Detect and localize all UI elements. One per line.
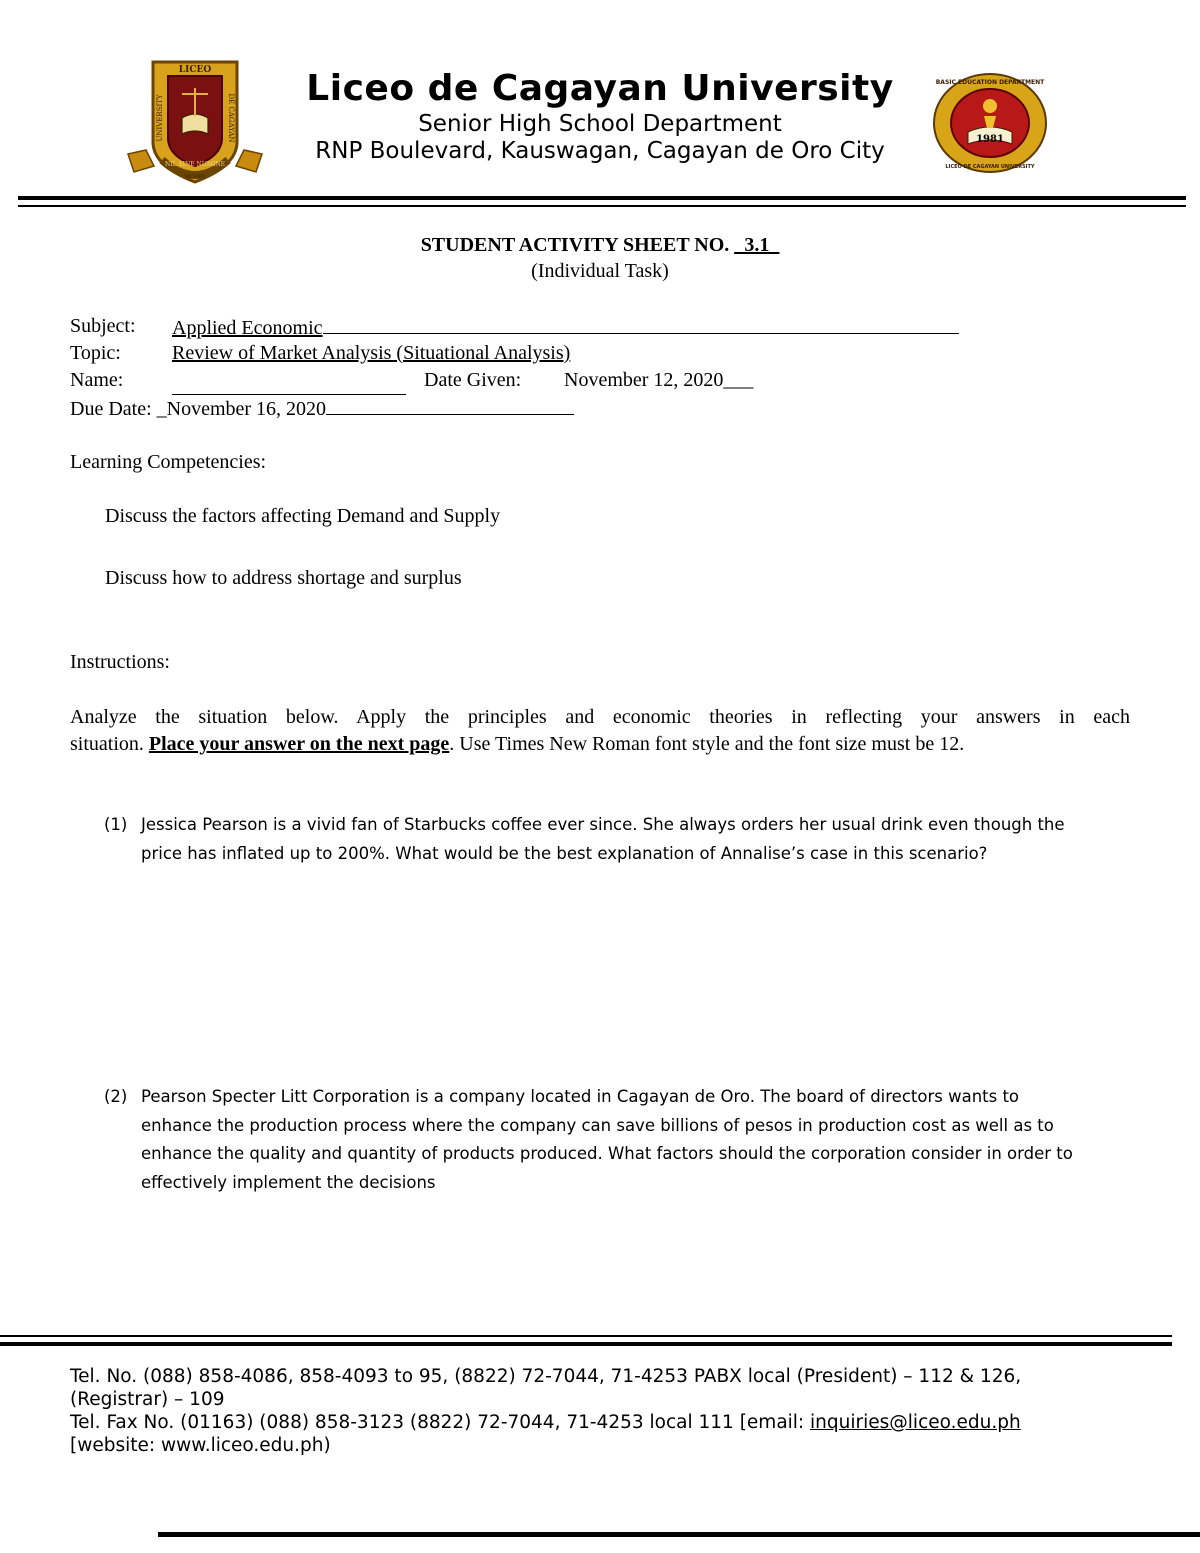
question-line: Jessica Pearson is a vivid fan of Starbucks coffee ever since. She always orders her usual drink even though the (141, 815, 1065, 834)
subject-label: Subject: (70, 315, 136, 337)
footer-website-line: [website: www.liceo.edu.ph) (70, 1435, 331, 1456)
footer-email-link[interactable]: inquiries@liceo.edu.ph (810, 1412, 1021, 1433)
left-seal-top-text: LICEO (178, 65, 212, 75)
university-address: RNP Boulevard, Kauswagan, Cagayan de Oro City (315, 138, 885, 164)
competency-item: Discuss how to address shortage and surplus (105, 567, 462, 589)
topic-value: Review of Market Analysis (Situational Analysis) (172, 342, 571, 364)
footer-registrar-line: (Registrar) – 109 (70, 1389, 225, 1410)
left-seal-motto: NIL SINE NUMINE (165, 161, 225, 168)
instructions-line-2-end: . Use Times New Roman font style and the font size must be 12. (449, 733, 965, 755)
name-label: Name: (70, 369, 124, 391)
activity-sheet-title-prefix: STUDENT ACTIVITY SHEET NO. (420, 234, 735, 256)
question-1-text (141, 811, 1141, 868)
university-name: Liceo de Cagayan University (306, 68, 894, 109)
question-line: price has inflated up to 200%. What would be the best explanation of Annalise’s case in this scenario? (141, 843, 988, 863)
question-line: Pearson Specter Litt Corporation is a company located in Cagayan de Oro. The board of directors wants to (141, 1087, 1020, 1106)
right-seal-year: 1981 (976, 134, 1004, 145)
instructions-line-2 (70, 731, 1130, 758)
subject-blank-line (323, 315, 959, 334)
instructions-emphasis: Place your answer on the next page (148, 733, 450, 755)
activity-sheet-number: _3.1_ (734, 234, 780, 256)
question-number: (1) (104, 815, 128, 834)
date-given-value: November 12, 2020___ (564, 369, 754, 391)
footer-fax-line (70, 1411, 1150, 1434)
question-line: effectively implement the decisions (141, 1172, 436, 1192)
department-name: Senior High School Department (418, 111, 782, 137)
due-date-row (70, 396, 574, 421)
instructions-line-1: Analyze the situation below. Apply the principles and economic theories in reflecting your answers in each (70, 706, 1130, 728)
topic-label: Topic: (70, 342, 121, 364)
right-seal-top-text: BASIC EDUCATION DEPARTMENT (935, 79, 1045, 86)
competencies-heading: Learning Competencies: (70, 451, 267, 473)
due-date-blank-line (326, 396, 574, 415)
footer-contact (70, 1365, 1150, 1457)
instructions-heading: Instructions: (70, 651, 170, 673)
question-line: enhance the quality and quantity of products produced. What factors should the corporation consider in order to (141, 1144, 1073, 1163)
date-given-label: Date Given: (424, 369, 522, 391)
name-blank-line (172, 376, 406, 395)
competency-item: Discuss the factors affecting Demand and Supply (105, 505, 501, 527)
footer-rule-thick (0, 1342, 1172, 1346)
footer-bottom-rule (158, 1532, 1200, 1537)
instructions-body (70, 704, 1130, 758)
footer-fax-text: Tel. Fax No. (01163) (088) 858-3123 (8822) 72-7044, 71-4253 local 111 [email: (70, 1412, 811, 1433)
due-date-label: Due Date: (70, 398, 157, 420)
left-seal-side-text-left: UNIVERSITY (156, 94, 164, 142)
header-rule-thick (18, 196, 1186, 200)
due-date-value: _November 16, 2020 (156, 398, 327, 420)
subject-value: Applied Economic (172, 317, 323, 339)
left-seal-side-text-right: DE CAGAYAN (227, 93, 235, 143)
instructions-line-2-start: situation. (70, 733, 149, 755)
right-seal-bottom-text: LICEO DE CAGAYAN UNIVERSITY (945, 164, 1035, 170)
basic-education-seal-right (932, 72, 1048, 174)
question-2-text (141, 1083, 1141, 1197)
footer-rule-thin (0, 1335, 1172, 1337)
subject-row (70, 315, 136, 338)
left-seal-year: MCMLV (184, 174, 206, 180)
activity-sheet-title (0, 234, 1200, 257)
subject-value-row (172, 315, 959, 340)
question-number: (2) (104, 1087, 128, 1106)
task-type: (Individual Task) (531, 260, 669, 282)
footer-phone-line: Tel. No. (088) 858-4086, 858-4093 to 95, (8822) 72-7044, 71-4253 PABX local (President) – 112 & 126, (70, 1366, 1022, 1387)
header-rule-thin (18, 205, 1186, 207)
question-line: enhance the production process where the company can save billions of pesos in production cost as well as to (141, 1115, 1054, 1135)
